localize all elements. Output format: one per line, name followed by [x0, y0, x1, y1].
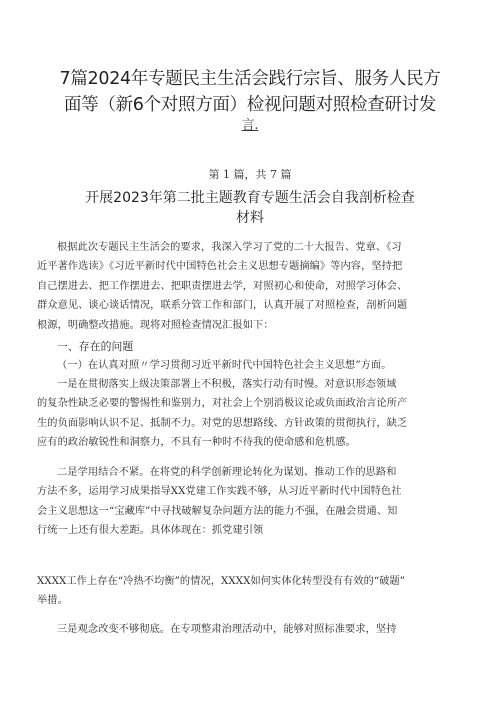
paragraph-line: 二是学用结合不紧。在将党的科学创新理论转化为谋划、推动工作的思路和 — [57, 467, 397, 478]
paragraph-line: 生的负面影响认识不足、抵制不力。对党的思想路线、方针政策的贯彻执行，缺乏 — [37, 417, 408, 429]
document-title — [40, 66, 460, 134]
paragraph-line: 举措。 — [37, 595, 68, 607]
section-heading — [37, 337, 465, 356]
paragraph-three — [37, 620, 465, 639]
paragraph-line: 方法不多，运用学习成果指导XX党建工作实践不够，从习近平新时代中国特色社 — [37, 486, 402, 498]
part-counter: 第 1 篇，共 7 篇 — [208, 168, 292, 181]
paragraph-line: 会主义思想这一“宝藏库”中寻找破解复杂问题方法的能力不强，在融会贯通、知 — [37, 505, 398, 517]
document-title-line: 言. — [241, 118, 259, 133]
subsection-heading — [37, 356, 465, 375]
article-title-line: 材料 — [236, 210, 264, 226]
paragraph-two — [37, 463, 465, 541]
paragraph-line: 根据此次专题民主生活会的要求，我深入学习了党的二十大报告、党章、《习 — [57, 242, 402, 253]
paragraph-line: 三是观念改变不够彻底。在专项整肃治理活动中，能够对照标准要求，坚持 — [57, 624, 397, 635]
paragraph-line: 行统一上还有很大差距。具体体现在：抓党建引领 — [37, 525, 264, 537]
paragraph-one — [37, 375, 465, 453]
paragraph-line: 的复杂性缺乏必要的警惕性和鉴别力，对社会上个别消极议论或负面政治言论所产 — [37, 398, 408, 410]
subsection-heading-text: （一）在认真对照〃学习贯彻习近平新时代中国特色社会主义思想”方面。 — [57, 360, 392, 371]
document-title-line: 面等（新6个对照方面）检视问题对照检查研讨发 — [63, 95, 437, 115]
paragraph-xxxx — [37, 572, 465, 611]
article-title-line: 开展2023年第二批主题教育专题生活会自我剖析检查 — [85, 190, 415, 206]
document-title-line: 7篇2024年专题民主生活会践行宗旨、服务人民方 — [59, 69, 441, 89]
paragraph-line: 一是在贯彻落实上级决策部署上不积极，落实行动有时慢。对意识形态领域 — [57, 379, 397, 390]
intro-paragraph — [37, 238, 465, 335]
paragraph-line: 根源，明确整改措施。现将对照检查情况汇报如下： — [37, 319, 274, 331]
paragraph-line: 应有的政治敏锐性和洞察力，不具有一种时不待我的使命感和危机感。 — [37, 437, 356, 449]
paragraph-line: 群众意见、谈心谈话情况，联系分管工作和部门，认真开展了对照检查，剖析问题 — [37, 300, 408, 312]
paragraph-line: 近平著作选读》《习近平新时代中国特色社会主义思想专题摘编》等内容，坚持把 — [37, 261, 403, 273]
section-heading-text: 一、存在的问题 — [57, 340, 134, 353]
article-title — [60, 188, 440, 228]
paragraph-line: XXXX工作上存在“冷热不均衡”的情况，XXXX如何实体化转型没有有效的“破题” — [37, 576, 406, 587]
paragraph-line: 自己摆进去、把工作摆进去、把职责摆进去学，对照初心和使命，对照学习体会、 — [37, 280, 408, 292]
